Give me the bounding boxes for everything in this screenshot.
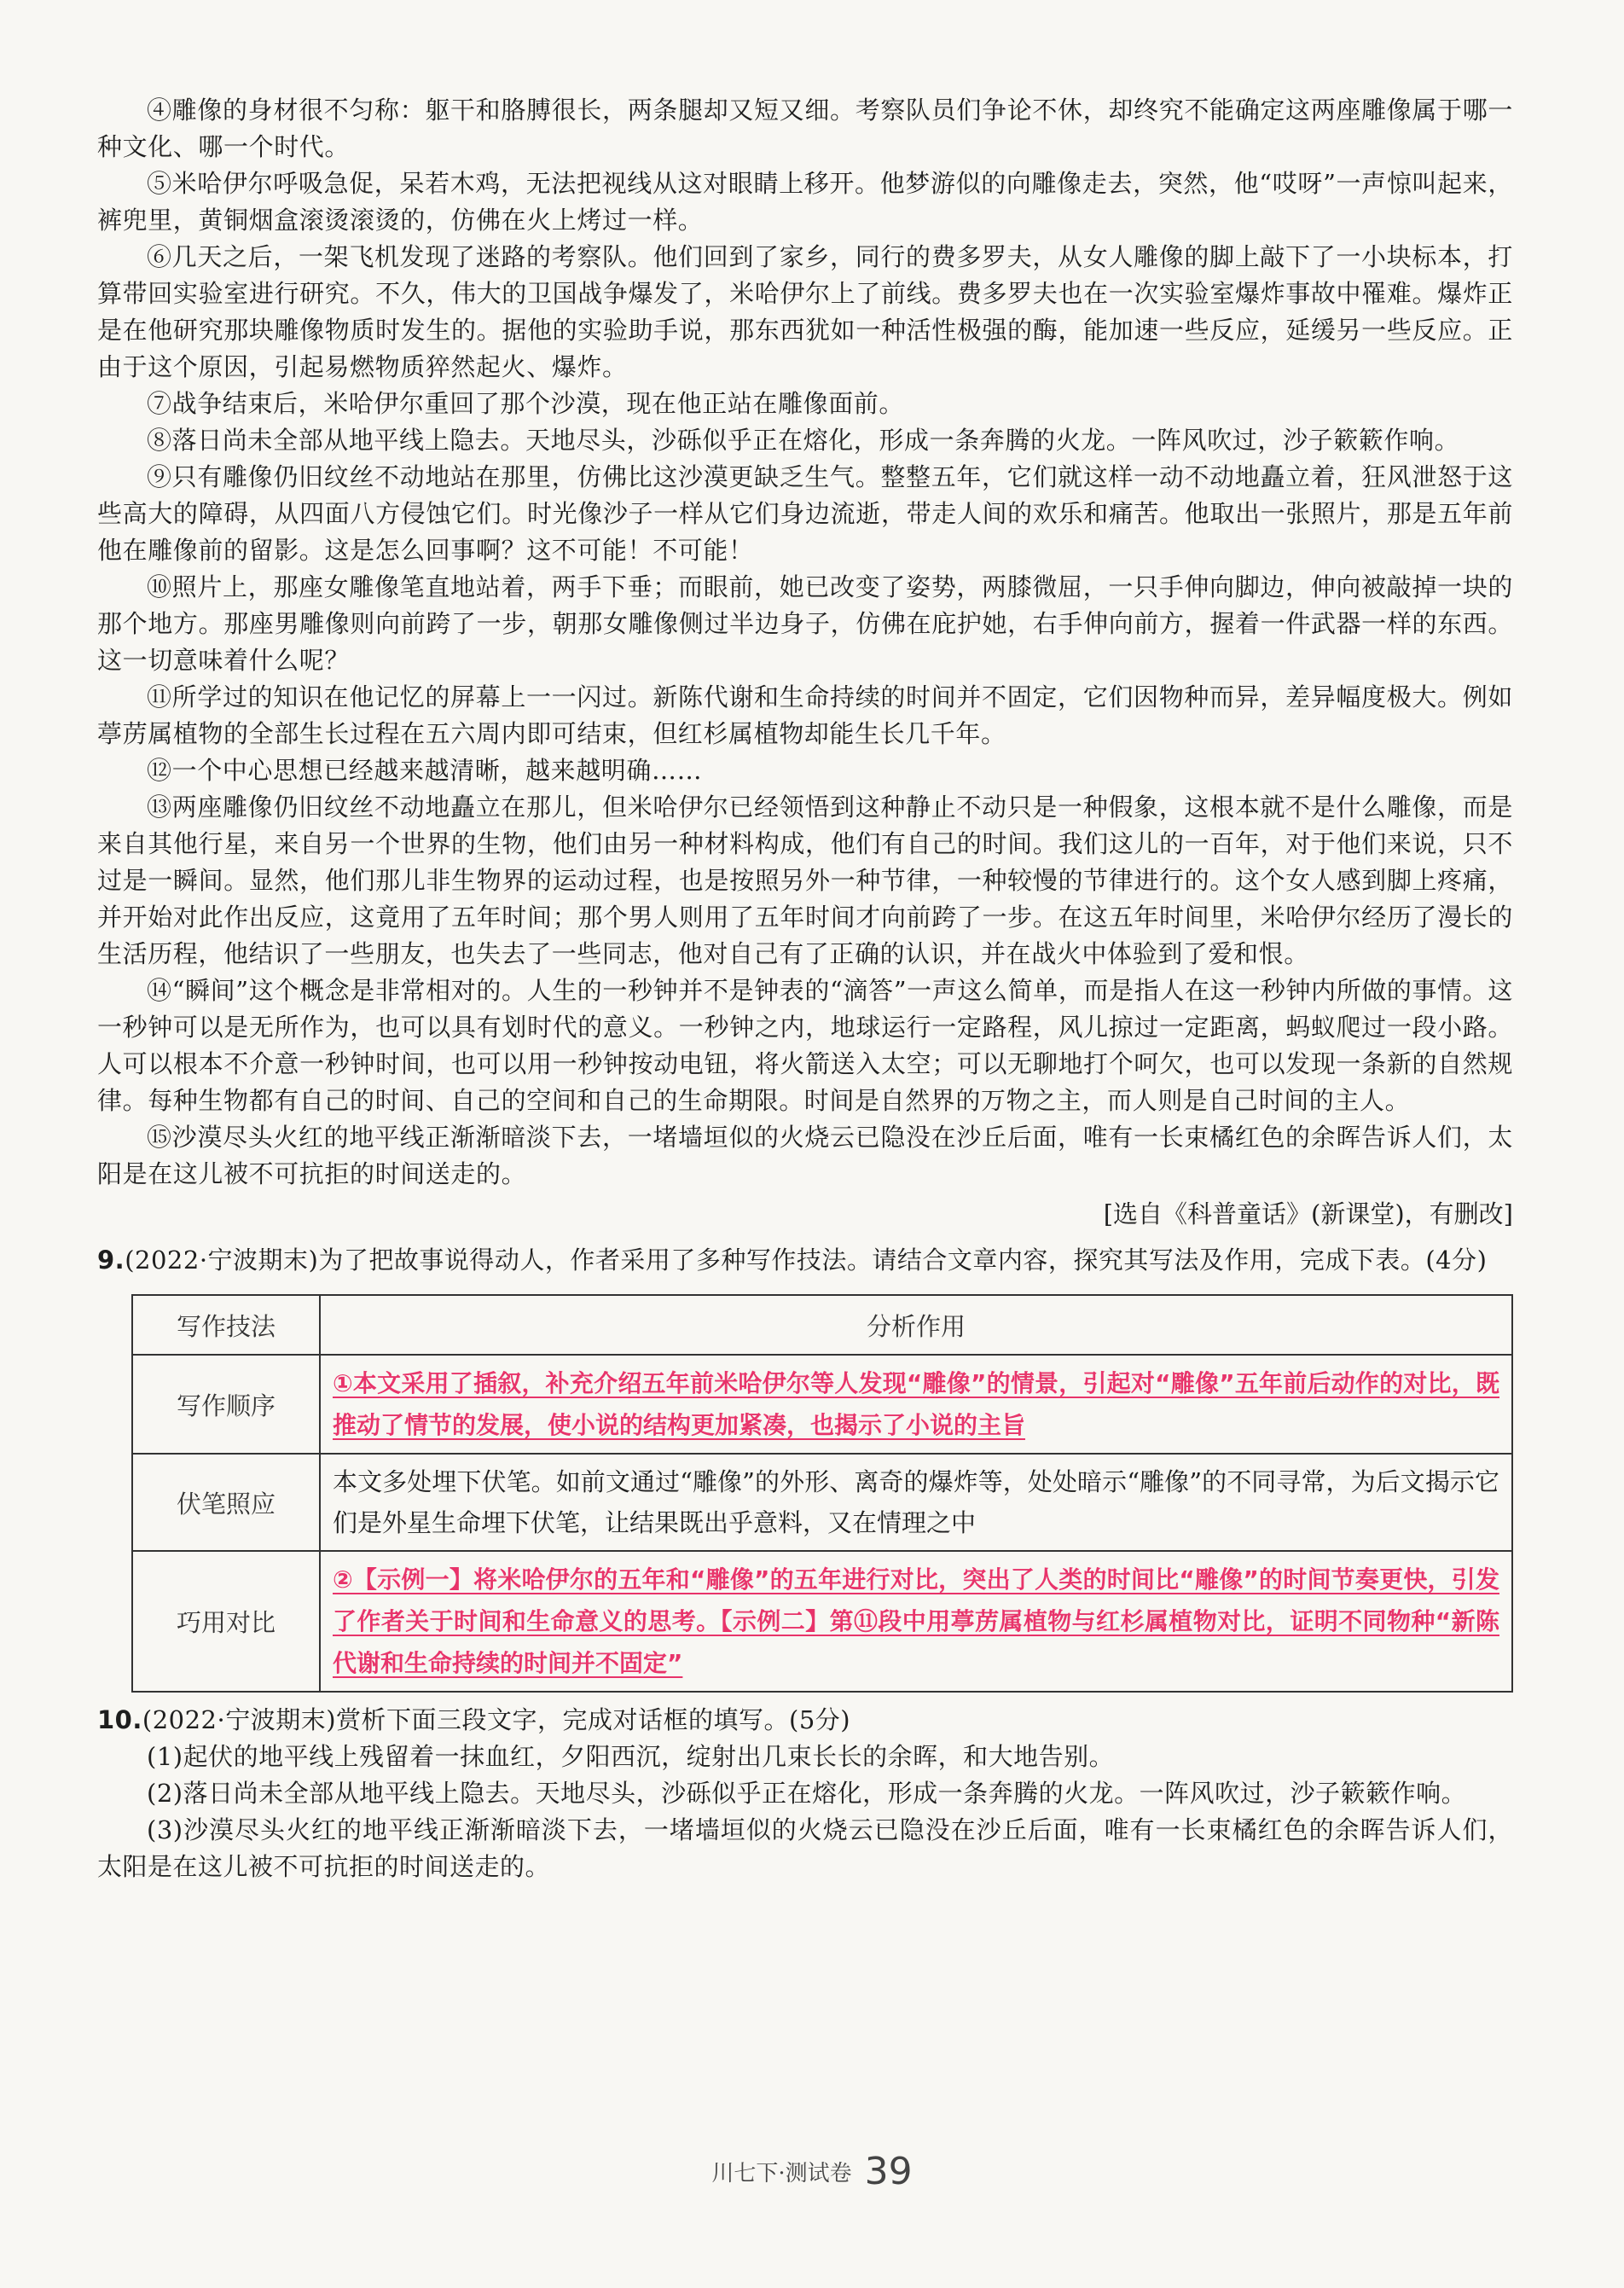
footer-label: 川七下·测试卷 bbox=[711, 2161, 852, 2186]
passage-paragraph: ⑪所学过的知识在他记忆的屏幕上一一闪过。新陈代谢和生命持续的时间并不固定，它们因物种而异，差异幅度极大。例如葶苈属植物的全部生长过程在五六周内即可结束，但红杉属植物却能生长几千年。 bbox=[97, 682, 1513, 748]
reading-passage bbox=[97, 92, 1513, 1233]
technique-cell: 写作顺序 bbox=[132, 1355, 320, 1454]
excerpt-item: (3)沙漠尽头火红的地平线正渐渐暗淡下去，一堵墙垣似的火烧云已隐没在沙丘后面，唯有一长束橘红色的余晖告诉人们，太阳是在这儿被不可抗拒的时间送走的。 bbox=[97, 1815, 1513, 1881]
page-content bbox=[97, 92, 1513, 1885]
handwritten-answer: ①本文采用了插叙，补充介绍五年前米哈伊尔等人发现“雕像”的情景，引起对“雕像”五年前后动作的对比，既推动了情节的发展，使小说的结构更加紧凑，也揭示了小说的主旨 bbox=[333, 1369, 1499, 1439]
table-row bbox=[132, 1454, 1512, 1551]
passage-paragraph: ⑤米哈伊尔呼吸急促，呆若木鸡，无法把视线从这对眼睛上移开。他梦游似的向雕像走去，突然，他“哎呀”一声惊叫起来，裤兜里，黄铜烟盒滚烫滚烫的，仿佛在火上烤过一样。 bbox=[97, 169, 1513, 235]
technique-cell: 巧用对比 bbox=[132, 1551, 320, 1692]
table-row bbox=[132, 1355, 1512, 1454]
question-10 bbox=[97, 1701, 1513, 1885]
question-9-prompt bbox=[97, 1241, 1513, 1279]
passage-paragraph: ⑭“瞬间”这个概念是非常相对的。人生的一秒钟并不是钟表的“滴答”一声这么简单，而是指人在这一秒钟内所做的事情。这一秒钟可以是无所作为，也可以具有划时代的意义。一秒钟之内，地球运行一定路程，风儿掠过一定距离，蚂蚁爬过一段小路。人可以根本不介意一秒钟时间，也可以用一秒钟按动电钮，将火箭送入太空；可以无聊地打个呵欠，也可以发现一条新的自然规律。每种生物都有自己的时间、自己的空间和自己的生命期限。时间是自然界的万物之主，而人则是自己时间的主人。 bbox=[97, 976, 1513, 1115]
passage-paragraph: ⑧落日尚未全部从地平线上隐去。天地尽头，沙砾似乎正在熔化，形成一条奔腾的火龙。一阵风吹过，沙子簌簌作响。 bbox=[147, 426, 1460, 455]
table-header-row bbox=[132, 1295, 1512, 1355]
passage-source: [选自《科普童话》(新课堂)，有删改] bbox=[1103, 1199, 1513, 1228]
table-row bbox=[132, 1551, 1512, 1692]
excerpt-item: (2)落日尚未全部从地平线上隐去。天地尽头，沙砾似乎正在熔化，形成一条奔腾的火龙。一阵风吹过，沙子簌簌作响。 bbox=[147, 1779, 1467, 1808]
question-9 bbox=[97, 1241, 1513, 1693]
passage-paragraph: ⑬两座雕像仍旧纹丝不动地矗立在那儿，但米哈伊尔已经领悟到这种静止不动只是一种假象，这根本就不是什么雕像，而是来自其他行星，来自另一个世界的生物，他们由另一种材料构成，他们有自己的时间。我们这儿的一百年，对于他们来说，只不过是一瞬间。显然，他们那儿非生物界的运动过程，也是按照另外一种节律，一种较慢的节律进行的。这个女人感到脚上疼痛，并开始对此作出反应，这竟用了五年时间；那个男人则用了五年时间才向前跨了一步。在这五年时间里，米哈伊尔经历了漫长的生活历程，他结识了一些朋友，也失去了一些同志，他对自己有了正确的认识，并在战火中体验到了爱和恨。 bbox=[97, 793, 1513, 968]
page-number: 39 bbox=[864, 2150, 913, 2193]
question-text: (2022·宁波期末)赏析下面三段文字，完成对话框的填写。(5分) bbox=[142, 1705, 851, 1734]
handwritten-answer: ②【示例一】将米哈伊尔的五年和“雕像”的五年进行对比，突出了人类的时间比“雕像”的时间节奏更快，引发了作者关于时间和生命意义的思考。【示例二】第⑪段中用葶苈属植物与红杉属植物对比，证明不同物种“新陈代谢和生命持续的时间并不固定” bbox=[333, 1565, 1499, 1677]
passage-paragraph: ⑥几天之后，一架飞机发现了迷路的考察队。他们回到了家乡，同行的费多罗夫，从女人雕像的脚上敲下了一小块标本，打算带回实验室进行研究。不久，伟大的卫国战争爆发了，米哈伊尔上了前线。费多罗夫也在一次实验室爆炸事故中罹难。爆炸正是在他研究那块雕像物质时发生的。据他的实验助手说，那东西犹如一种活性极强的酶，能加速一些反应，延缓另一些反应。正由于这个原因，引起易燃物质猝然起火、爆炸。 bbox=[97, 242, 1513, 381]
passage-paragraph: ⑫一个中心思想已经越来越清晰，越来越明确…… bbox=[147, 756, 703, 785]
page-footer bbox=[0, 2150, 1624, 2193]
question-number: 10. bbox=[97, 1705, 142, 1734]
passage-paragraph: ⑨只有雕像仍旧纹丝不动地站在那里，仿佛比这沙漠更缺乏生气。整整五年，它们就这样一动不动地矗立着，狂风泄怒于这些高大的障碍，从四面八方侵蚀它们。时光像沙子一样从它们身边流逝，带走人间的欢乐和痛苦。他取出一张照片，那是五年前他在雕像前的留影。这是怎么回事啊？这不可能！不可能！ bbox=[97, 462, 1513, 565]
passage-paragraph: ⑩照片上，那座女雕像笔直地站着，两手下垂；而眼前，她已改变了姿势，两膝微屈，一只手伸向脚边，伸向被敲掉一块的那个地方。那座男雕像则向前跨了一步，朝那女雕像侧过半边身子，仿佛在庇护她，右手伸向前方，握着一件武器一样的东西。这一切意味着什么呢？ bbox=[97, 572, 1513, 675]
passage-paragraph: ④雕像的身材很不匀称：躯干和胳膊很长，两条腿却又短又细。考察队员们争论不休，却终究不能确定这两座雕像属于哪一种文化、哪一个时代。 bbox=[97, 96, 1513, 161]
question-text: (2022·宁波期末)为了把故事说得动人，作者采用了多种写作技法。请结合文章内容，探究其写法及作用，完成下表。(4分) bbox=[125, 1246, 1488, 1275]
answer-cell bbox=[320, 1551, 1512, 1692]
passage-paragraph: ⑦战争结束后，米哈伊尔重回了那个沙漠，现在他正站在雕像面前。 bbox=[147, 389, 905, 418]
analysis-table bbox=[131, 1294, 1513, 1693]
technique-cell: 伏笔照应 bbox=[132, 1454, 320, 1551]
table-header-analysis: 分析作用 bbox=[320, 1295, 1512, 1355]
excerpt-item: (1)起伏的地平线上残留着一抹血红，夕阳西沉，绽射出几束长长的余晖，和大地告别。 bbox=[147, 1742, 1115, 1771]
question-number: 9. bbox=[97, 1246, 125, 1275]
question-10-prompt bbox=[97, 1701, 1513, 1739]
passage-paragraph: ⑮沙漠尽头火红的地平线正渐渐暗淡下去，一堵墙垣似的火烧云已隐没在沙丘后面，唯有一长束橘红色的余晖告诉人们，太阳是在这儿被不可抗拒的时间送走的。 bbox=[97, 1123, 1513, 1188]
analysis-cell: 本文多处埋下伏笔。如前文通过“雕像”的外形、离奇的爆炸等，处处暗示“雕像”的不同寻常，为后文揭示它们是外星生命埋下伏笔，让结果既出乎意料，又在情理之中 bbox=[320, 1454, 1512, 1551]
table-header-technique: 写作技法 bbox=[132, 1295, 320, 1355]
answer-cell bbox=[320, 1355, 1512, 1454]
